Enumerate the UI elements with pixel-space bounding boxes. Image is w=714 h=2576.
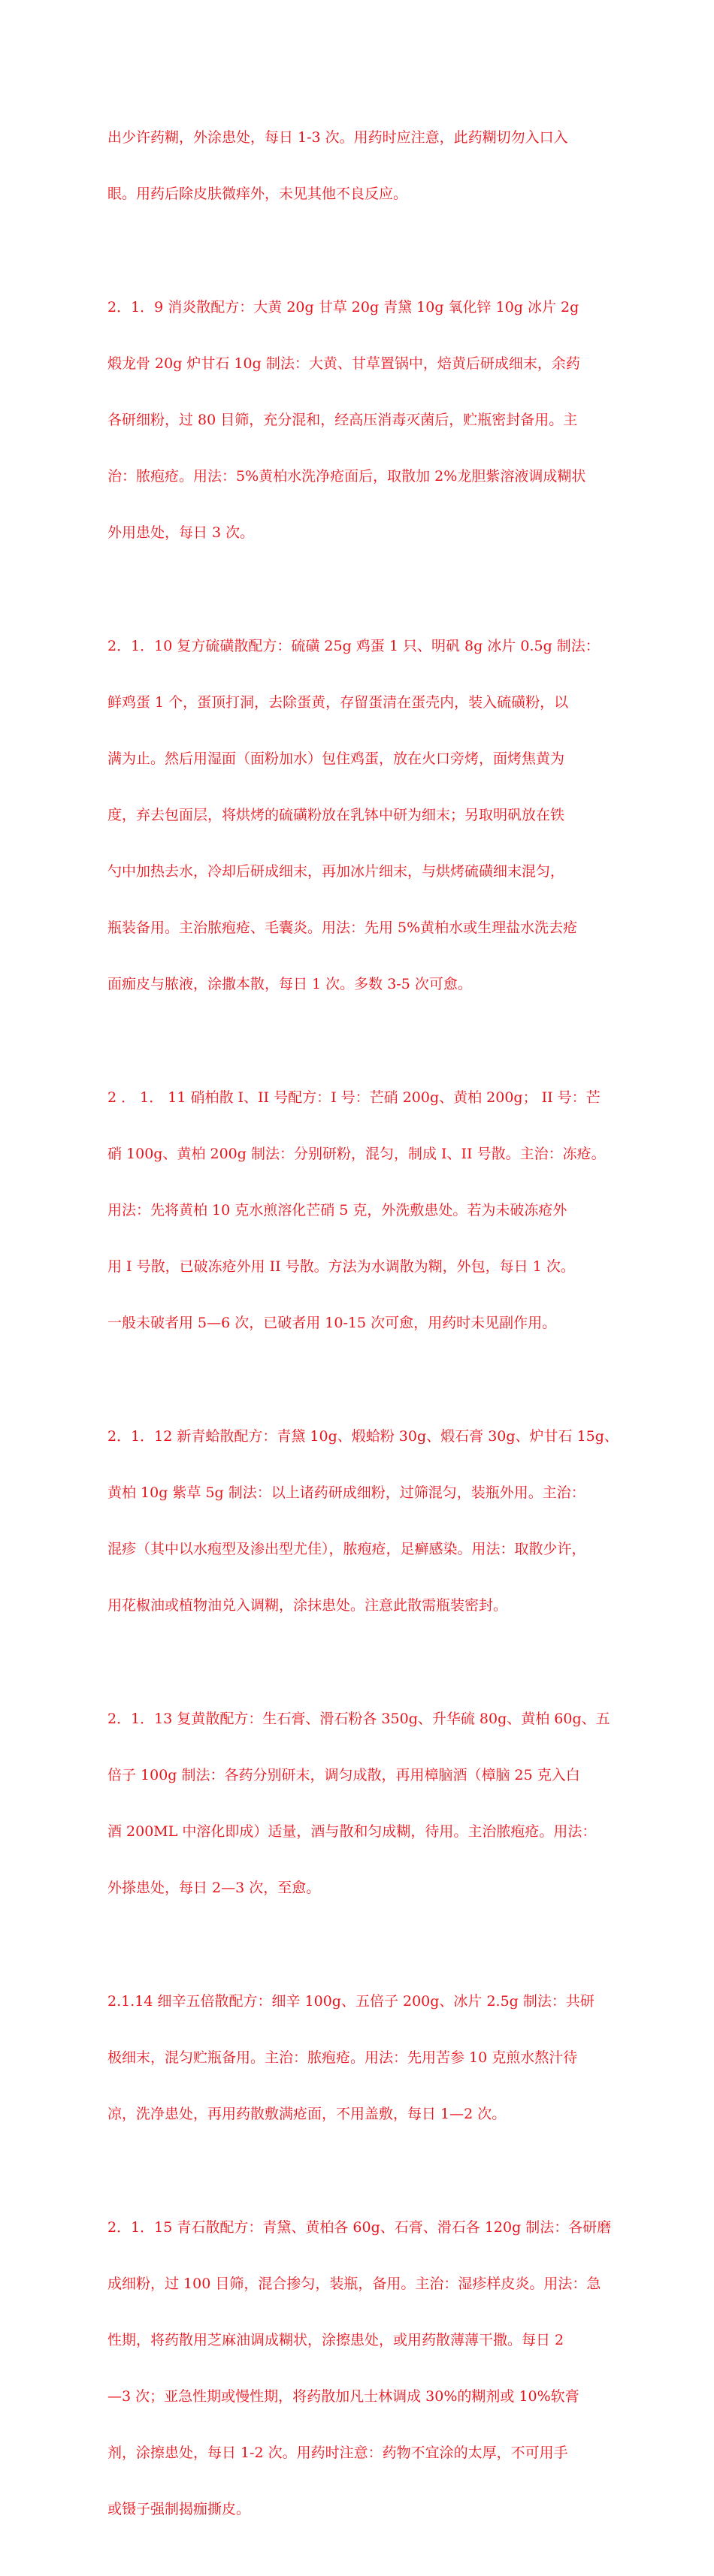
text-line: 一般未破者用 5—6 次，已破者用 10-15 次可愈，用药时未见副作用。 bbox=[107, 1315, 557, 1331]
text-line: 2．1．9 消炎散配方：大黄 20g 甘草 20g 青黛 10g 氧化锌 10g 冰片 2g bbox=[107, 299, 579, 316]
text-line: 2．1．10 复方硫磺散配方：硫磺 25g 鸡蛋 1 只、明矾 8g 冰片 0.5g 制法： bbox=[107, 638, 600, 654]
document-page bbox=[107, 91, 619, 2576]
text-line: 性期，将药散用芝麻油调成糊状，涂擦患处，或用药散薄薄干撒。每日 2 bbox=[107, 2332, 564, 2348]
text-line: 2 ． 1． 11 硝柏散 I、II 号配方：I 号：芒硝 200g、黄柏 200g； II 号：芒 bbox=[107, 1089, 601, 1106]
text-line: 面痂皮与脓液，涂撒本散，每日 1 次。多数 3-5 次可愈。 bbox=[107, 976, 472, 992]
text-line: 硝 100g、黄柏 200g 制法：分别研粉，混匀，制成 I、II 号散。主治：冻疮。 bbox=[107, 1146, 606, 1162]
text-line: 出少许药糊，外涂患处，每日 1-3 次。用药时应注意，此药糊切勿入口入 bbox=[107, 129, 568, 146]
text-line: 成细粉，过 100 目筛，混合掺匀，装瓶，备用。主治：湿疹样皮炎。用法：急 bbox=[107, 2276, 601, 2292]
text-line: 治：脓疱疮。用法：5%黄柏水洗净疮面后，取散加 2%龙胆紫溶液调成糊状 bbox=[107, 468, 586, 485]
text-line: 满为止。然后用湿面（面粉加水）包住鸡蛋，放在火口旁烤，面烤焦黄为 bbox=[107, 750, 565, 767]
text-line: 各研细粉，过 80 目筛，充分混和，经高压消毒灭菌后，贮瓶密封备用。主 bbox=[107, 412, 578, 428]
text-line: 勺中加热去水，冷却后研成细末，再加冰片细末，与烘烤硫磺细末混匀， bbox=[107, 863, 565, 880]
text-line: —3 次；亚急性期或慢性期，将药散加凡士林调成 30%的糊剂或 10%软膏 bbox=[107, 2388, 579, 2405]
text-line: 极细末，混匀贮瓶备用。主治：脓疱疮。用法：先用苦参 10 克煎水熬汁待 bbox=[107, 2049, 578, 2066]
text-line: 2.1.14 细辛五倍散配方：细辛 100g、五倍子 200g、冰片 2.5g 制法：共研 bbox=[107, 1993, 594, 2010]
text-line: 剂，涂擦患处，每日 1-2 次。用药时注意：药物不宜涂的太厚，不可用手 bbox=[107, 2445, 568, 2461]
text-line: 凉，洗净患处，再用药散敷满疮面，不用盖敷，每日 1—2 次。 bbox=[107, 2106, 507, 2122]
text-line: 混疹（其中以水疱型及渗出型尤佳），脓疱疮，足癣感染。用法：取散少许， bbox=[107, 1541, 586, 1557]
paragraph-2-1-11 bbox=[107, 1051, 611, 1370]
text-line: 2．1．13 复黄散配方：生石膏、滑石粉各 350g、升华硫 80g、黄柏 60g、五 bbox=[107, 1711, 610, 1727]
paragraph-2-1-14 bbox=[107, 1955, 611, 2161]
paragraph-2-1-10 bbox=[107, 599, 611, 1031]
text-line: 2．1．15 青石散配方：青黛、黄柏各 60g、石膏、滑石各 120g 制法：各研磨 bbox=[107, 2219, 612, 2236]
text-line: 倍子 100g 制法：各药分别研末，调匀成散，再用樟脑酒（樟脑 25 克入白 bbox=[107, 1767, 580, 1783]
text-line: 用 I 号散，已破冻疮外用 II 号散。方法为水调散为糊，外包，每日 1 次。 bbox=[107, 1258, 575, 1275]
paragraph-2-1-12 bbox=[107, 1390, 619, 1653]
text-line: 眼。用药后除皮肤微痒外，未见其他不良反应。 bbox=[107, 186, 408, 202]
text-line: 度，弃去包面层，将烘烤的硫磺粉放在乳钵中研为细末；另取明矾放在铁 bbox=[107, 807, 565, 823]
text-line: 煅龙骨 20g 炉甘石 10g 制法：大黄、甘草置锅中，焙黄后研成细末，余药 bbox=[107, 355, 580, 372]
text-line: 酒 200ML 中溶化即成）适量，酒与散和匀成糊，待用。主治脓疱疮。用法： bbox=[107, 1823, 597, 1840]
text-line: 2．1．12 新青蛤散配方：青黛 10g、煅蛤粉 30g、煅石膏 30g、炉甘石 15g、 bbox=[107, 1428, 619, 1445]
text-line: 瓶装备用。主治脓疱疮、毛囊炎。用法：先用 5%黄柏水或生理盐水洗去疮 bbox=[107, 920, 578, 936]
paragraph-2-1-15 bbox=[107, 2181, 611, 2556]
paragraph-2-1-13 bbox=[107, 1672, 611, 1935]
paragraph-2-1-9 bbox=[107, 261, 611, 580]
text-line: 外搽患处，每日 2—3 次，至愈。 bbox=[107, 1880, 321, 1896]
text-line: 外用患处，每日 3 次。 bbox=[107, 524, 255, 541]
text-line: 鲜鸡蛋 1 个，蛋顶打洞，去除蛋黄，存留蛋清在蛋壳内，装入硫磺粉，以 bbox=[107, 694, 569, 711]
text-line: 或镊子强制揭痂撕皮。 bbox=[107, 2501, 251, 2517]
text-line: 用法：先将黄柏 10 克水煎溶化芒硝 5 克，外洗敷患处。若为未破冻疮外 bbox=[107, 1202, 567, 1219]
text-line: 用花椒油或植物油兑入调糊，涂抹患处。注意此散需瓶装密封。 bbox=[107, 1597, 508, 1614]
paragraph-intro bbox=[107, 91, 611, 241]
text-line: 黄柏 10g 紫草 5g 制法：以上诸药研成细粉，过筛混匀，装瓶外用。主治： bbox=[107, 1484, 585, 1501]
